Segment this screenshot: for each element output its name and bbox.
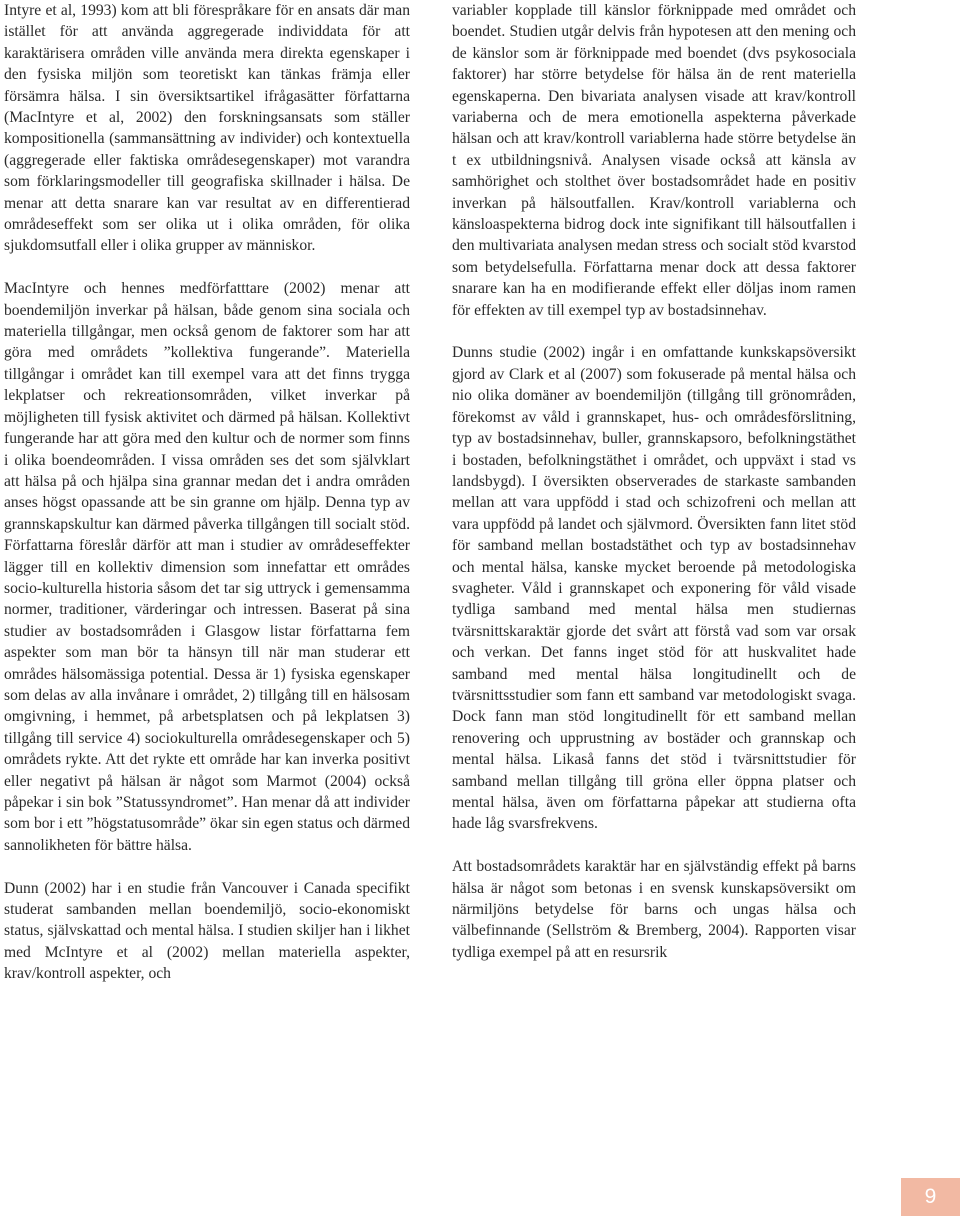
paragraph: variabler kopplade till känslor förknippade med området och boendet. Studien utgår delvis från hypotesen att den mening och de känslor som är förknippade med boendet (dvs psykosociala faktorer) har större betydelse för hälsa än de rent materiella egenskaperna. Den bivariata analysen visade att krav/kontroll variaberna och de mera emotionella aspekterna påverkade hälsan och att krav/kontroll variablerna hade större betydelse än t ex utbildningsnivå. Analysen visade också att känsla av samhörighet och stolthet över bostadsområdet hade en positiv inverkan på hälsoutfallen. Krav/kontroll variablerna och känsloaspekterna bidrog dock inte signifikant till hälsoutfallen i den multivariata analysen medan stress och socialt stöd kvarstod som betydelsefulla. Författarna menar dock att dessa faktorer snarare kan ha en modifierande effekt eller döljas inom ramen för effekten av till exempel typ av bostadsinnehav. <box>452 2 856 319</box>
paragraph: Att bostadsområdets karaktär har en självständig effekt på barns hälsa är något som betonas i en svensk kunskapsöversikt om närmiljöns betydelse för barns och ungas hälsa och välbefinnande (Sellström & Bremberg, 2004). Rapporten visar tydliga exempel på att en resursrik <box>452 858 856 961</box>
paragraph: Intyre et al, 1993) kom att bli förespråkare för en ansats där man istället för att använda aggregerade individdata för att karaktärisera områden ville använda mera direkta egenskaper i den fysiska miljön som teoretiskt kan tänkas främja eller försämra hälsa. I sin översiktsartikel ifrågasätter författarna (MacIntyre et al, 2002) den forskningsansats som ställer kompositionella (sammansättning av individer) och kontextuella (aggregerade eller faktiska områdesegenskaper) mot varandra som förklaringsmodeller till geografiska skillnader i hälsa. De menar att detta snarare kan var resultat av en differentierad områdeseffekt som ser olika ut i olika områden, för olika sjukdomsutfall eller i olika grupper av människor. <box>4 2 410 255</box>
paragraph: MacIntyre och hennes medförfatttare (2002) menar att boendemiljön inverkar på hälsan, både genom sina sociala och materiella tillgångar, men också genom de faktorer som har att göra med områdets ”kollektiva fungerande”. Materiella tillgångar i området kan till exempel vara att det finns trygga lekplatser och rekreationsområden, vilket inverkar på möjligheten till fysisk aktivitet och därmed på hälsan. Kollektivt fungerande har att göra med den kultur och de normer som finns i olika boendeområden. I vissa områden ses det som självklart att hälsa på och hjälpa sina grannar medan det i andra områden anses högst opassande att be sin granne om hjälp. Denna typ av grannskapskultur kan därmed påverka tillgången till socialt stöd. Författarna föreslår därför att man i studier av områdeseffekter lägger till en kollektiv dimension som innefattar ett områdes socio-kulturella historia såsom det tar sig uttryck i gemensamma normer, traditioner, värderingar och intressen. Baserat på sina studier av bostadsområden i Glasgow listar författarna fem aspekter som man bör ta hänsyn till när man studerar ett områdes hälsomässiga potential. Dessa är 1) fysiska egenskaper som delas av alla invånare i området, 2) tillgång till en hälsosam omgivning, i hemmet, på arbetsplatsen och på lekplatsen 3) tillgång till service 4) sociokulturella områdesegenskaper och 5) områdets rykte. Att det rykte ett område har kan inverka positivt eller negativt på hälsan är något som Marmot (2004) också påpekar i sin bok ”Statussyndromet”. Han menar då att individer som bor i ett ”högstatusområde” ökar sin egen status och därmed sannolikheten för bättre hälsa. <box>4 280 410 854</box>
left-text-column <box>4 0 410 1006</box>
paragraph: Dunns studie (2002) ingår i en omfattande kunkskapsöversikt gjord av Clark et al (2007) som fokuserade på mental hälsa och nio olika domäner av boendemiljön (tillgång till grönområden, förekomst av våld i grannskapet, hus- och områdesförslitning, typ av bostadsinnehav, buller, grannskapsoro, befolkningstäthet i bostaden, befolkningstäthet i området, och uppväxt i stad vs landsbygd). I översikten observerades de starkaste sambanden mellan att vara uppfödd i stad och schizofreni och mellan att vara uppfödd på landet och självmord. Översikten fann litet stöd för samband mellan bostadstäthet och typ av bostadsinnehav och mental hälsa, kanske mycket beroende på metodologiska svagheter. Våld i grannskapet och exponering för våld visade tydliga samband med mental hälsa men studiernas tvärsnittskaraktär gjorde det svårt att förstå vad som var orsak och verkan. Det fanns inget stöd för att huskvalitet hade samband med mental hälsa longitudinellt och de tvärsnittsstudier som fann ett samband var metodologiskt svaga. Dock fann man stöd longitudinellt för ett samband mellan renovering och upprustning av bostäder och grannskap och mental hälsa. Likaså fanns det stöd i tvärsnittstudier för samband mellan tillgång till gröna eller öppna platser och mental hälsa, även om författarna påpekar att studierna ofta hade låg svarsfrekvens. <box>452 344 856 833</box>
page-number-badge <box>901 1178 960 1216</box>
page-number: 9 <box>924 1185 937 1208</box>
paragraph: Dunn (2002) har i en studie från Vancouver i Canada specifikt studerat sambanden mellan boendemiljö, socio-ekonomiskt status, självskattad och mental hälsa. I studien skiljer han i likhet med McIntyre et al (2002) mellan materiella aspekter, krav/kontroll aspekter, och <box>4 879 410 983</box>
right-text-column <box>452 0 856 985</box>
